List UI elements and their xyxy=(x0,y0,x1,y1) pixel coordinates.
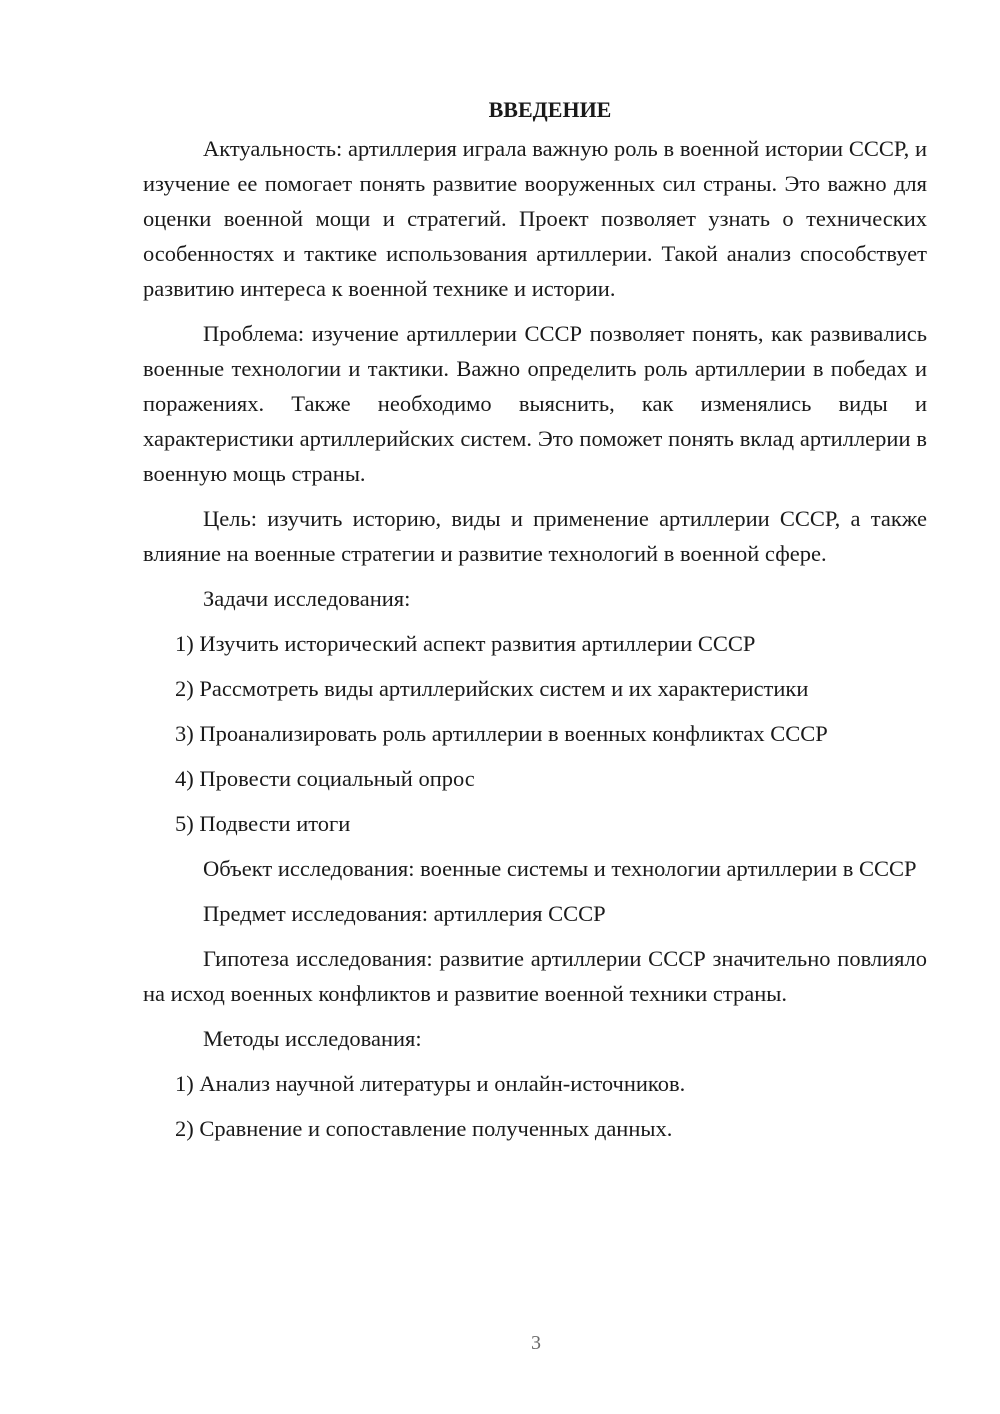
hypothesis-paragraph: Гипотеза исследования: развитие артиллерии СССР значительно повлияло на исход военных конфликтов и развитие военной техники страны. xyxy=(143,946,927,1006)
methods-list xyxy=(143,1066,927,1146)
page-number: 3 xyxy=(531,1332,541,1354)
list-item: 1) Изучить исторический аспект развития артиллерии СССР xyxy=(175,631,756,656)
tasks-label: Задачи исследования: xyxy=(203,586,411,611)
tasks-list xyxy=(143,626,927,841)
page-title: ВВЕДЕНИЕ xyxy=(488,97,612,122)
problem-paragraph: Проблема: изучение артиллерии СССР позволяет понять, как развивались военные технологии и тактики. Важно определить роль артиллерии в победах и поражениях. Также необходимо выяснить, как изменялись виды и характеристики артиллерийских систем. Это поможет понять вклад артиллерии в военную мощь страны. xyxy=(143,321,927,486)
methods-label: Методы исследования: xyxy=(203,1026,422,1051)
list-item: 5) Подвести итоги xyxy=(175,811,351,836)
list-item: 4) Провести социальный опрос xyxy=(175,766,475,791)
subject-paragraph: Предмет исследования: артиллерия СССР xyxy=(203,901,606,926)
list-item: 2) Рассмотреть виды артиллерийских систем и их характеристики xyxy=(175,676,809,701)
goal-paragraph: Цель: изучить историю, виды и применение артиллерии СССР, а также влияние на военные стратегии и развитие технологий в военной сфере. xyxy=(143,506,927,566)
list-item: 3) Проанализировать роль артиллерии в военных конфликтах СССР xyxy=(175,721,828,746)
relevance-paragraph: Актуальность: артиллерия играла важную роль в военной истории СССР, и изучение ее помогает понять развитие вооруженных сил страны. Это важно для оценки военной мощи и стратегий. Проект позволяет узнать о технических особенностях и тактике использования артиллерии. Такой анализ способствует развитию интереса к военной технике и истории. xyxy=(143,136,927,301)
object-paragraph: Объект исследования: военные системы и технологии артиллерии в СССР xyxy=(203,856,917,881)
document-page xyxy=(143,92,927,1156)
list-item: 2) Сравнение и сопоставление полученных данных. xyxy=(175,1116,673,1141)
list-item: 1) Анализ научной литературы и онлайн-источников. xyxy=(175,1071,686,1096)
